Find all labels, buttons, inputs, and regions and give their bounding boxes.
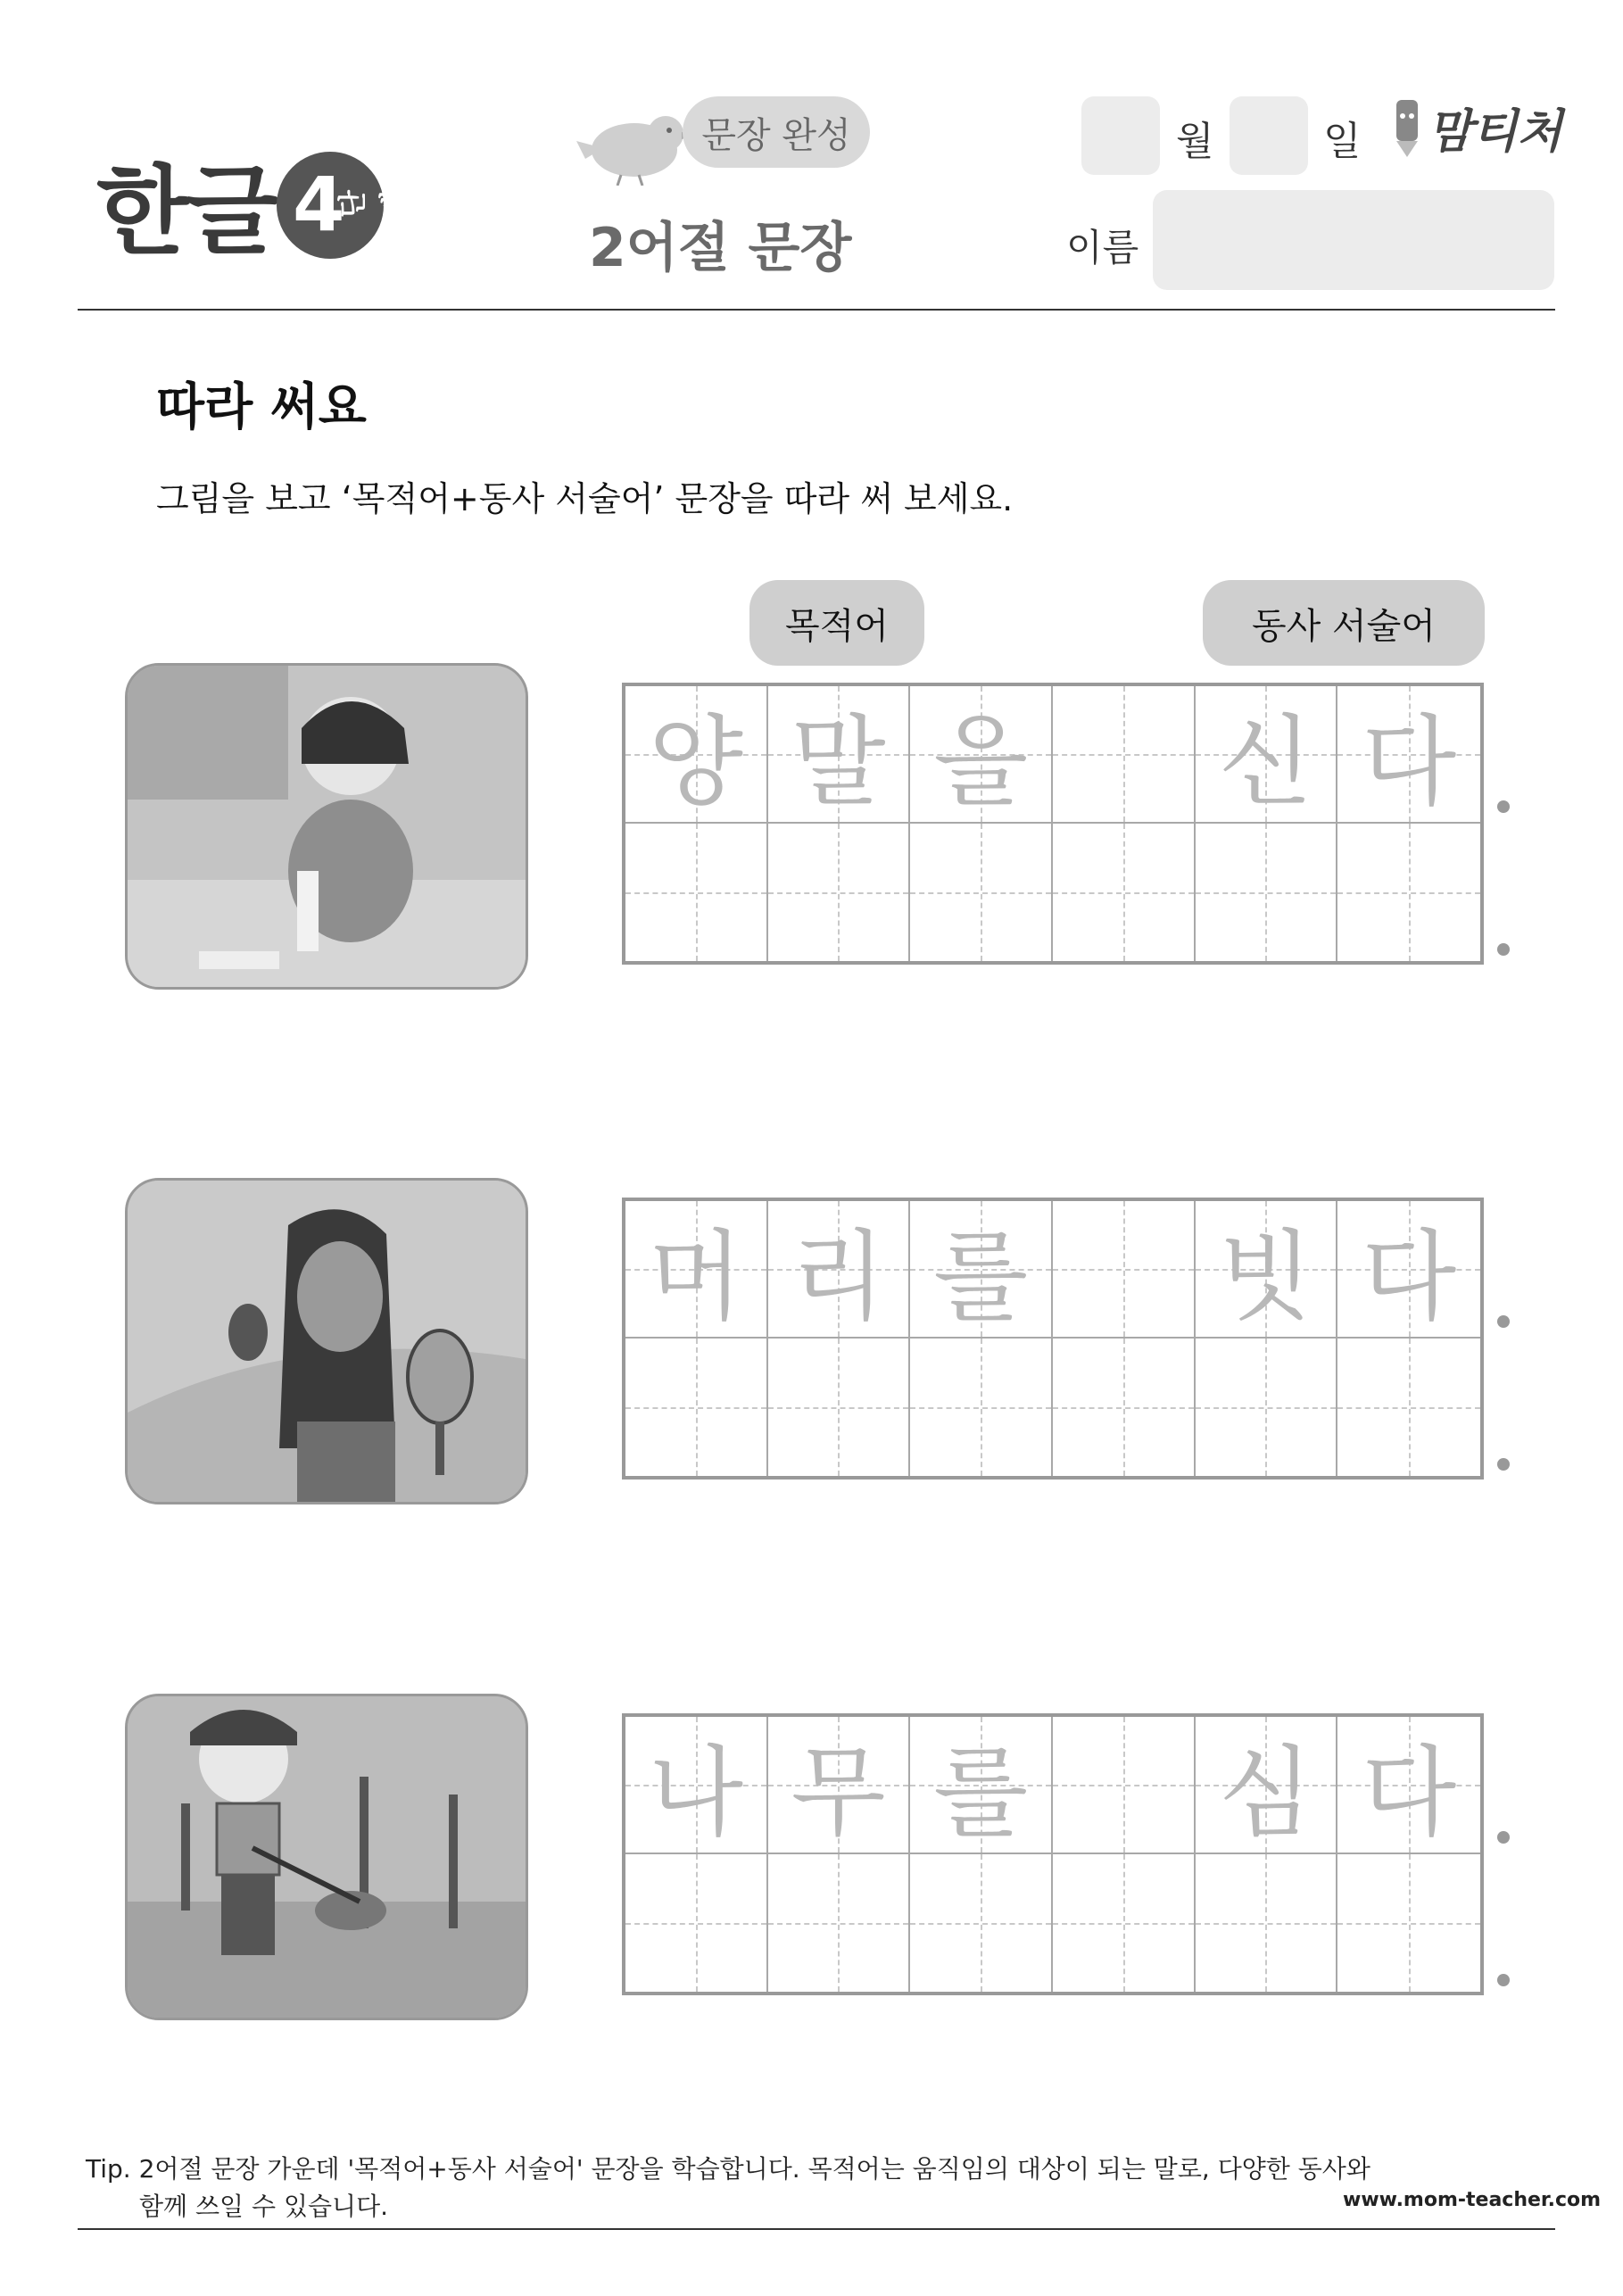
brand-title: 한글 bbox=[96, 156, 276, 268]
trace-char: 신 bbox=[1218, 705, 1313, 819]
exercise-1-picture bbox=[125, 663, 528, 990]
period-dot bbox=[1497, 1831, 1510, 1844]
exercise-2-picture bbox=[125, 1178, 528, 1504]
object-tag: 목적어 bbox=[749, 580, 924, 666]
brand-logo: 맘티처 bbox=[1428, 105, 1562, 159]
trace-char: 심 bbox=[1218, 1736, 1313, 1850]
trace-char: 나 bbox=[648, 1736, 743, 1850]
instruction-text: 그림을 보고 ‘목적어+동사 서술어’ 문장을 따라 써 보세요. bbox=[156, 479, 1014, 518]
section-title: 따라 써요 bbox=[156, 378, 367, 436]
day-input-box[interactable] bbox=[1230, 96, 1308, 175]
period-dot bbox=[1497, 800, 1510, 813]
day-label: 일 bbox=[1323, 119, 1362, 164]
trace-char: 머 bbox=[648, 1220, 743, 1334]
website-url[interactable]: www.mom-teacher.com bbox=[1343, 2189, 1602, 2211]
verb-tag: 동사 서술어 bbox=[1203, 580, 1485, 666]
name-label: 이름 bbox=[1066, 226, 1139, 269]
level-number: 4 bbox=[293, 161, 345, 248]
tip-line-2: 함께 쓰일 수 있습니다. bbox=[139, 2192, 389, 2221]
trace-char: 를 bbox=[933, 1736, 1029, 1850]
period-dot bbox=[1497, 1458, 1510, 1471]
trace-char: 다 bbox=[1362, 1736, 1457, 1850]
trace-char: 다 bbox=[1362, 1220, 1457, 1334]
tip-text bbox=[86, 2151, 1370, 2226]
girl-socks-illustration bbox=[128, 666, 526, 987]
boy-planting-illustration bbox=[128, 1696, 526, 2018]
period-dot bbox=[1497, 943, 1510, 956]
header-divider bbox=[78, 309, 1555, 311]
bird-icon bbox=[567, 105, 692, 186]
level-unit: 단계 bbox=[335, 190, 410, 218]
trace-char bbox=[1053, 1717, 1194, 1853]
exercise-1-writing-grid[interactable] bbox=[622, 683, 1484, 965]
footer-divider bbox=[78, 2228, 1555, 2230]
month-label: 월 bbox=[1176, 119, 1214, 164]
trace-char: 다 bbox=[1362, 705, 1457, 819]
level-badge bbox=[277, 152, 410, 259]
trace-char: 말 bbox=[791, 705, 886, 819]
exercise-2-writing-grid[interactable] bbox=[622, 1198, 1484, 1480]
month-input-box[interactable] bbox=[1081, 96, 1160, 175]
trace-char: 리 bbox=[791, 1220, 886, 1334]
exercise-3-picture bbox=[125, 1694, 528, 2020]
trace-char bbox=[1053, 686, 1194, 822]
trace-char: 양 bbox=[648, 705, 743, 819]
trace-char bbox=[1053, 1201, 1194, 1337]
page-subtitle: 2어절 문장 bbox=[589, 217, 852, 279]
period-dot bbox=[1497, 1974, 1510, 1986]
trace-char: 무 bbox=[791, 1736, 886, 1850]
trace-char: 을 bbox=[933, 705, 1029, 819]
name-input-box[interactable] bbox=[1153, 190, 1554, 290]
trace-char: 를 bbox=[933, 1220, 1029, 1334]
period-dot bbox=[1497, 1315, 1510, 1328]
tip-line-1: Tip. 2어절 문장 가운데 '목적어+동사 서술어' 문장을 학습합니다. 목적어는 움직임의 대상이 되는 말로, 다양한 동사와 bbox=[86, 2154, 1370, 2184]
topic-pill: 문장 완성 bbox=[683, 96, 870, 168]
trace-char: 빗 bbox=[1218, 1220, 1313, 1334]
pencil-mascot-icon bbox=[1389, 96, 1425, 159]
woman-combing-illustration bbox=[128, 1181, 526, 1502]
exercise-3-writing-grid[interactable] bbox=[622, 1713, 1484, 1995]
